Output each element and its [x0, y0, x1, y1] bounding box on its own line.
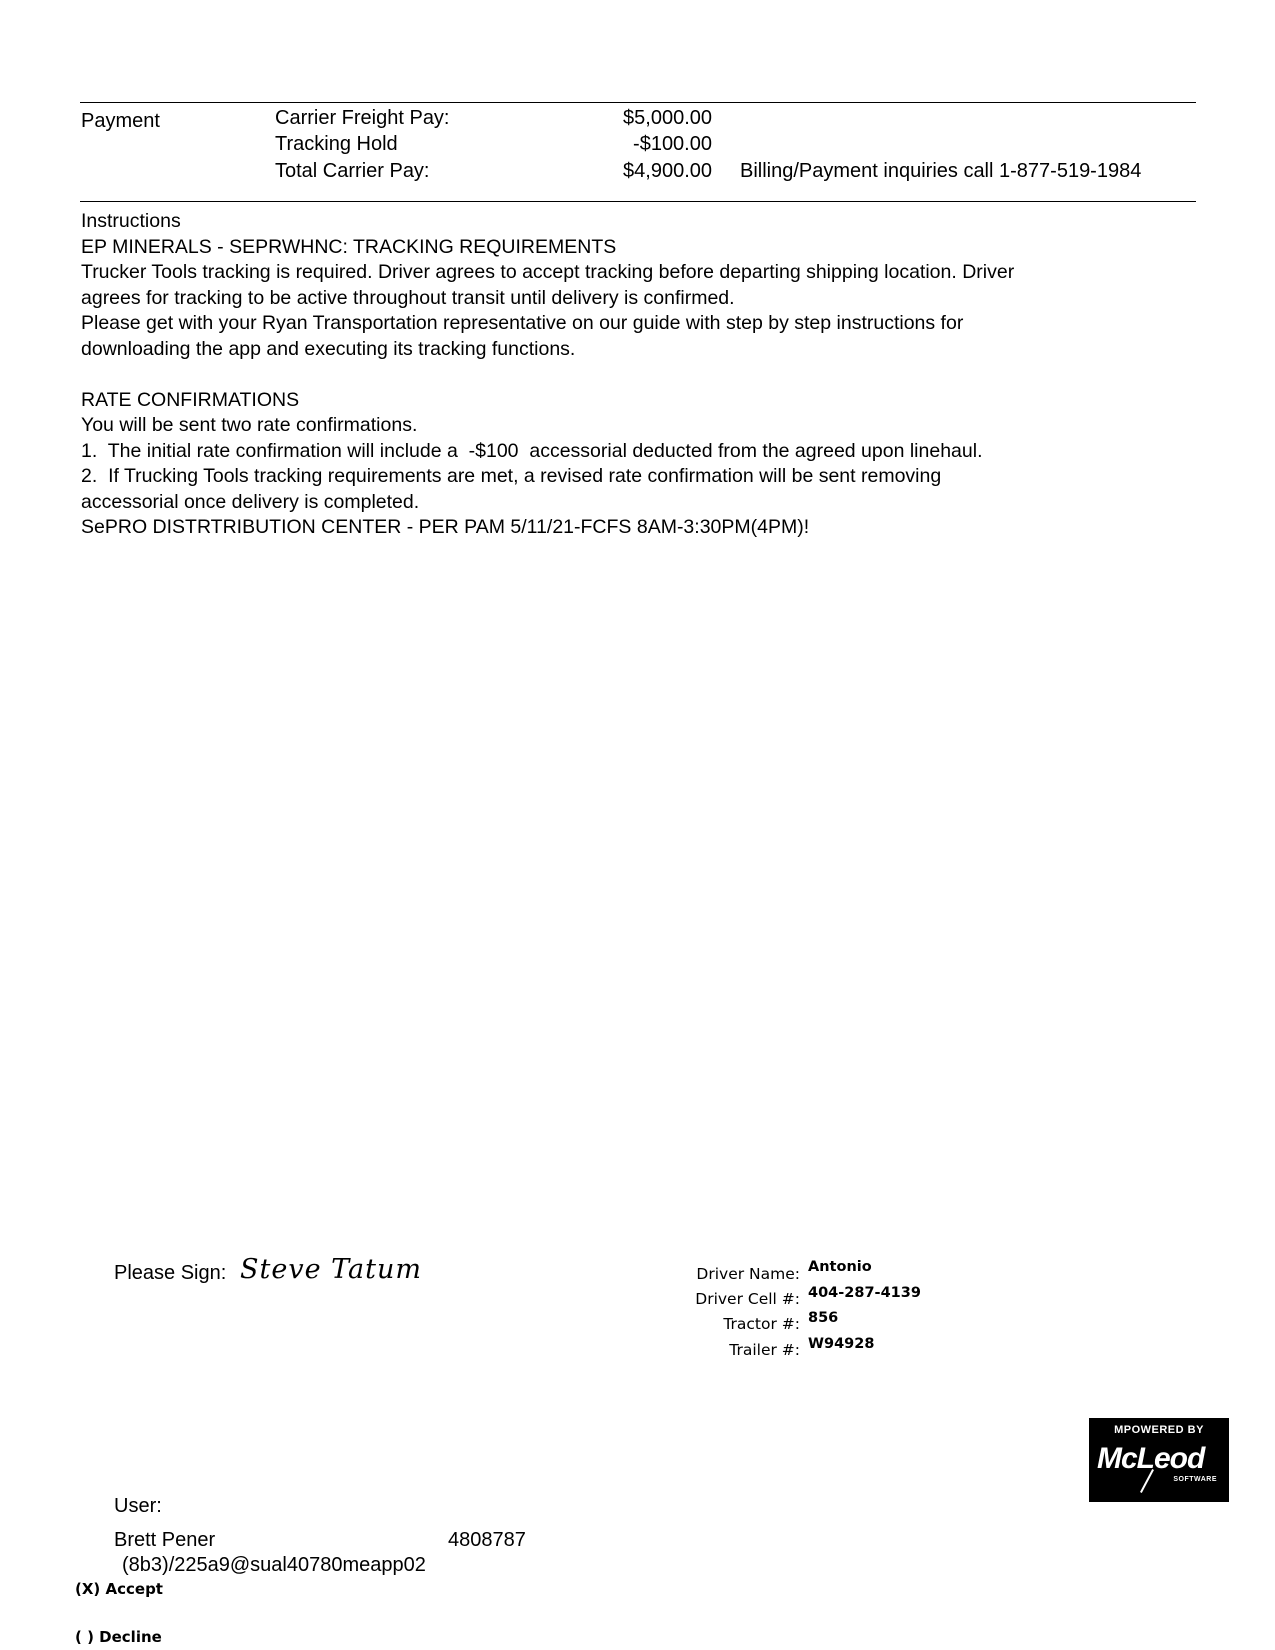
tracking-text-line: Trucker Tools tracking is required. Driver agrees to accept tracking before departing shipping location. Driver	[81, 261, 1015, 283]
billing-inquiries-note: Billing/Payment inquiries call 1-877-519-1984	[740, 160, 1142, 182]
trailer-label: Trailer #:	[729, 1341, 800, 1359]
tracking-text-line: downloading the app and executing its tracking functions.	[81, 337, 576, 360]
rate-text-line: 2. If Trucking Tools tracking requirements are met, a revised rate confirmation will be sent removing	[81, 465, 942, 487]
driver-cell-value: 404-287-4139	[808, 1285, 921, 1301]
rate-text-line: You will be sent two rate confirmations.	[81, 414, 418, 436]
tracking-hold-label: Tracking Hold	[275, 133, 398, 155]
total-carrier-pay-label: Total Carrier Pay:	[275, 160, 430, 182]
carrier-freight-pay-label: Carrier Freight Pay:	[275, 107, 450, 129]
signature: Steve Tatum	[240, 1254, 422, 1285]
logo-powered-by: MPOWERED BY	[1114, 1424, 1204, 1436]
user-name: Brett Pener	[114, 1529, 216, 1551]
spacer	[81, 362, 1201, 388]
rate-confirmations-title: RATE CONFIRMATIONS	[81, 388, 300, 411]
tractor-value: 856	[808, 1310, 839, 1326]
accept-option[interactable]: (X) Accept	[75, 1580, 163, 1598]
rate-text-line: accessorial once delivery is completed.	[81, 490, 420, 513]
top-rule	[80, 102, 1196, 103]
mcleod-logo	[1089, 1418, 1229, 1502]
driver-name-value: Antonio	[808, 1259, 872, 1275]
tracking-requirements-title: EP MINERALS - SEPRWHNC: TRACKING REQUIREMENTS	[81, 235, 617, 258]
trailer-value: W94928	[808, 1336, 875, 1352]
driver-name-label: Driver Name:	[696, 1265, 800, 1283]
user-id: 4808787	[448, 1529, 526, 1551]
tracking-text-line: Please get with your Ryan Transportation representative on our guide with step by step instructions for	[81, 312, 964, 334]
please-sign-label: Please Sign:	[114, 1262, 227, 1284]
tractor-label: Tractor #:	[723, 1315, 800, 1333]
driver-cell-label: Driver Cell #:	[695, 1290, 800, 1308]
instructions-section	[81, 209, 1201, 541]
payment-label: Payment	[81, 110, 160, 132]
tracking-hold-amount: -$100.00	[633, 133, 712, 155]
rate-text-line: 1. The initial rate confirmation will include a -$100 accessorial deducted from the agreed upon linehaul.	[81, 439, 983, 462]
distribution-center-note: SePRO DISTRTRIBUTION CENTER - PER PAM 5/11/21-FCFS 8AM-3:30PM(4PM)!	[81, 516, 810, 538]
user-label: User:	[114, 1495, 162, 1517]
logo-software: SOFTWARE	[1173, 1476, 1217, 1483]
user-contact-line: (8b3)/225a9@sual40780meapp02	[122, 1554, 426, 1576]
logo-brand: McLeod	[1097, 1442, 1205, 1475]
instructions-heading: Instructions	[81, 210, 181, 232]
total-carrier-pay-amount: $4,900.00	[623, 160, 712, 182]
decline-option[interactable]: ( ) Decline	[75, 1628, 162, 1646]
carrier-freight-pay-amount: $5,000.00	[623, 107, 712, 129]
payment-bottom-rule	[80, 201, 1196, 202]
tracking-text-line: agrees for tracking to be active throughout transit until delivery is confirmed.	[81, 286, 735, 309]
